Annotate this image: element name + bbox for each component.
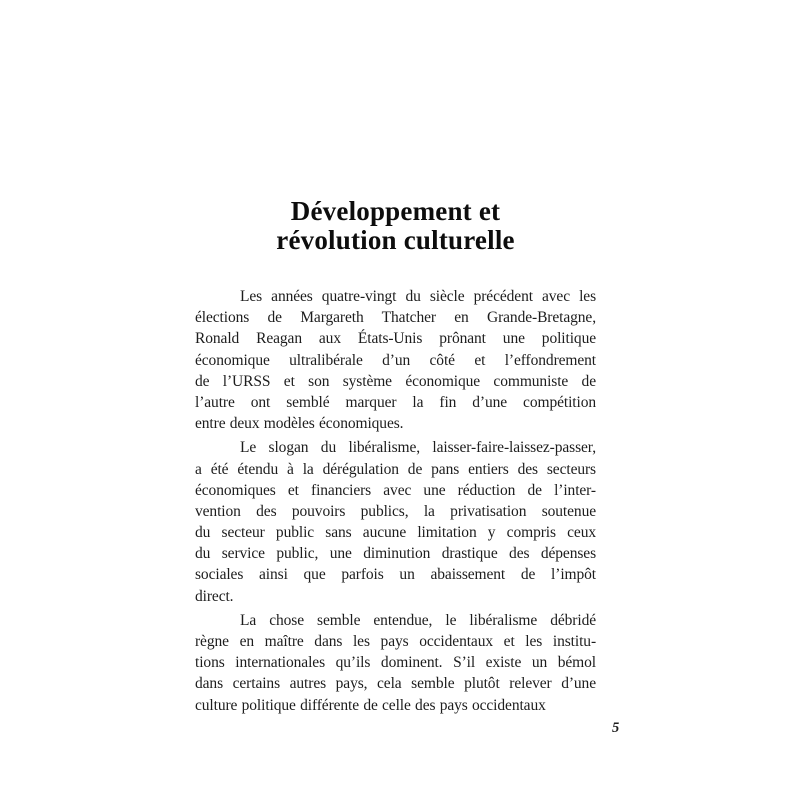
text-line: du service public, une diminution drastique des dépenses: [195, 545, 596, 563]
text-line: direct.: [195, 587, 234, 605]
text-line: sociales ainsi que parfois un abaissement de l’impôt: [195, 566, 596, 584]
text-line: élections de Margareth Thatcher en Grande-Bretagne,: [195, 309, 596, 327]
text-line: entre deux modèles économiques.: [195, 415, 404, 433]
text-line: Le slogan du libéralisme, laisser-faire-laissez-passer,: [240, 439, 596, 457]
text-line: économiques et financiers avec une réduction de l’inter-: [195, 481, 596, 499]
paragraph: [195, 286, 596, 434]
text-line: Ronald Reagan aux États-Unis prônant une politique: [195, 330, 596, 348]
text-line: a été étendu à la dérégulation de pans entiers des secteurs: [195, 460, 596, 478]
text-line: tions internationales qu’ils dominent. S’il existe un bémol: [195, 654, 596, 672]
text-line: La chose semble entendue, le libéralisme débridé: [240, 611, 596, 629]
chapter-title: [195, 197, 596, 255]
text-line: économique ultralibérale d’un côté et l’effondrement: [195, 351, 596, 369]
text-line: l’autre ont semblé marquer la fin d’une compétition: [195, 393, 596, 411]
body-text: [195, 286, 596, 716]
paragraph: [195, 610, 596, 716]
text-line: culture politique différente de celle des pays occidentaux: [195, 696, 546, 714]
text-line: de l’URSS et son système économique communiste de: [195, 372, 596, 390]
text-line: règne en maître dans les pays occidentaux et les institu-: [195, 633, 596, 650]
text-line: dans certains autres pays, cela semble plutôt relever d’une: [195, 675, 596, 693]
text-line: du secteur public sans aucune limitation y compris ceux: [195, 524, 596, 542]
text-line: vention des pouvoirs publics, la privatisation soutenue: [195, 502, 596, 520]
chapter-title-line-2: révolution culturelle: [276, 225, 515, 255]
text-line: Les années quatre-vingt du siècle précédent avec les: [240, 288, 596, 305]
page-content: [195, 197, 596, 716]
chapter-title-line-1: Développement et: [290, 196, 501, 226]
page-number: 5: [612, 720, 620, 736]
paragraph: [195, 437, 596, 607]
